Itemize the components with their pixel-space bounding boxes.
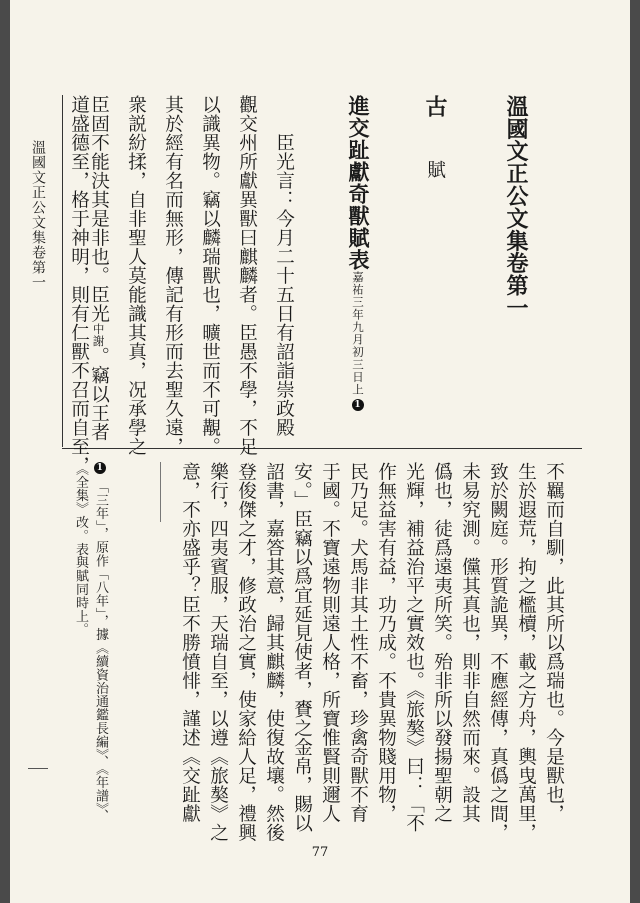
body-line: 光輝，補益治平之實效也。《旅獒》曰：「不 <box>403 462 425 833</box>
body-line: 衆説紛揉，自非聖人莫能識其真，况承學之 <box>125 95 147 456</box>
body-line: 生於遐荒，拘之檻櫝，載之方舟，輿曳萬里， <box>515 462 537 842</box>
body-line: 僞也，徒爲遠夷所笑。殆非所以發揚聖朝之 <box>431 462 453 823</box>
body-line: 不羈而自馴，此其所以爲瑞也。今是獸也， <box>543 462 565 823</box>
body-line: 其於經有名而無形，傳記有形而去聖久遠， <box>162 95 184 456</box>
piece-title <box>348 95 369 411</box>
body-line: 安。」臣竊以爲宜延見使者，賚之金帛，賜以 <box>291 462 313 833</box>
book-page <box>10 0 630 903</box>
body-line: 意，不亦盛乎？臣不勝憤悱，謹述《交趾獻 <box>179 462 201 823</box>
footnote-line: 「三年」，原作「八年」，據《續資治通鑑長編》、《年譜》、 <box>93 480 108 823</box>
footnote-marker: 1 <box>94 462 106 474</box>
margin-rule <box>62 95 63 447</box>
footnote-marker-circle: 1 <box>352 399 364 411</box>
section-subheading: 賦 <box>424 160 446 179</box>
body-line-with-aside <box>89 95 108 442</box>
inline-aside: 中謝 <box>91 323 106 347</box>
body-line: 未易究測。儻其真也，則非自然而來。設其 <box>459 462 481 823</box>
body-line: 樂行，四夷賓服，天瑞自至，以遵《旅獒》之 <box>207 462 229 842</box>
footnote-separator <box>160 462 161 522</box>
body-line: 登俊傑之才，修政治之實，使家給人足，禮興 <box>235 462 257 842</box>
collection-title: 溫國文正公文集卷第一 <box>503 95 529 319</box>
running-header: 溫國文正公文集卷第一 <box>30 140 46 290</box>
body-line: 臣光言：今月二十五日有詔詣崇政殿 <box>273 133 295 437</box>
footnote-line: 《全集》改。表與賦同時上。 <box>73 462 88 637</box>
body-line-tail: 。竊以王者 <box>88 346 110 442</box>
piece-title-text: 進交趾獻奇獸賦表 <box>346 95 371 271</box>
body-line: 以識異物。竊以麟瑞獸也，曠世而不可覯。 <box>199 95 221 456</box>
body-line: 致於闕庭。形質詭異，不應經傳，真僞之間， <box>487 462 509 842</box>
page-number: 77 <box>311 845 329 860</box>
body-line: 觀交州所獻異獸曰麒麟者。臣愚不學，不足 <box>236 95 258 456</box>
body-line-text: 臣固不能決其是非也。臣光 <box>88 95 110 323</box>
section-heading: 古 <box>422 95 448 118</box>
body-line: 詔書，嘉答其意，歸其麒麟，使復故壤。然後 <box>263 462 285 842</box>
body-line: 民乃足。犬馬非其土性不畜，珍禽奇獸不育 <box>347 462 369 823</box>
body-line: 于國。不寶遠物則遠人格，所寶惟賢則邇人 <box>319 462 341 823</box>
body-line: 作無益害有益，功乃成。不貴異物賤用物， <box>375 462 397 823</box>
header-tick <box>28 768 48 769</box>
footnote <box>94 462 107 823</box>
body-line: 道盛德至，格于神明，則有仁獸不召而自至， <box>68 95 90 475</box>
piece-date: 嘉祐三年九月初三日上 <box>351 271 365 396</box>
